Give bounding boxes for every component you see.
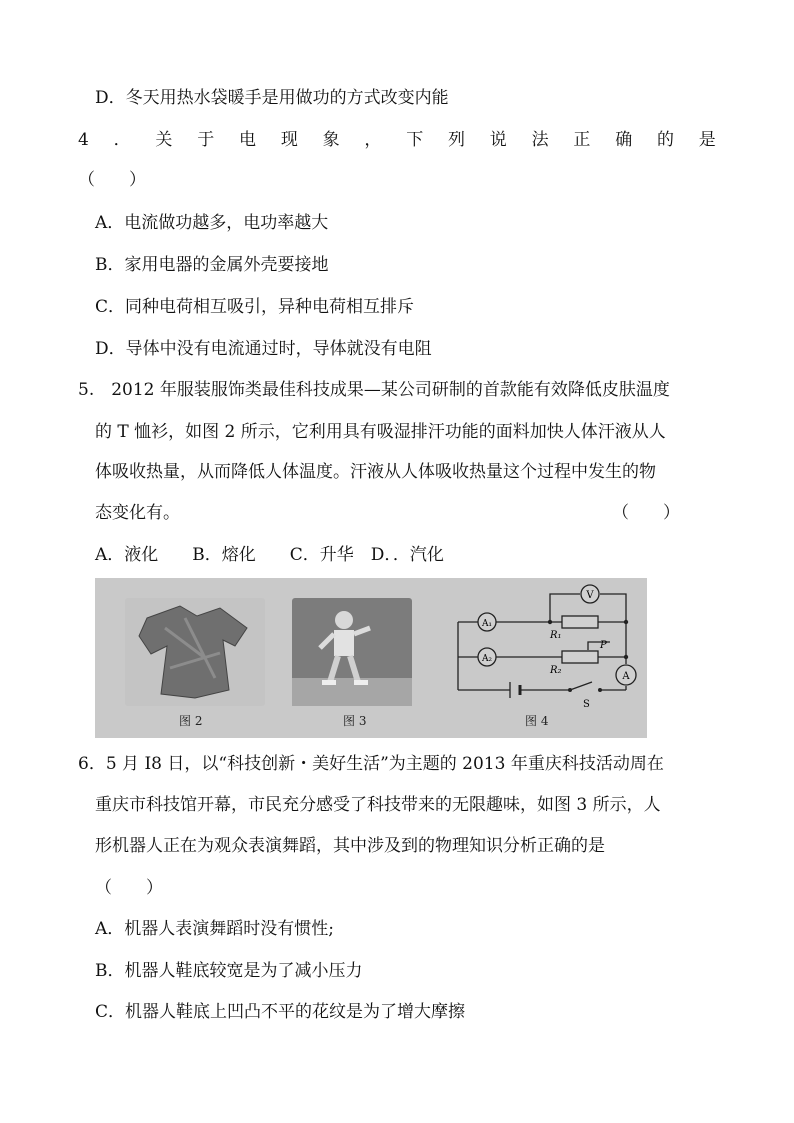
q4-char: 于 [197,130,215,150]
q5-line-4: 态变化有。 [95,503,180,523]
q4-char: 是 [698,130,716,150]
q4-answer-paren: （ ） [78,170,146,190]
ammeter-a-label: A [622,671,630,682]
voltmeter-label: V [586,590,594,601]
q4-char: 电 [239,130,257,150]
figures-panel [95,578,647,738]
q6-line-2: 重庆市科技馆开幕，市民充分感受了科技带来的无限趣味，如图 3 所示，人 [95,795,661,815]
q4-char: 下 [406,130,424,150]
q6-answer-paren: （ ） [95,878,163,898]
q5-answer-paren: （ ） [612,503,680,523]
switch-s-label: S [583,699,590,710]
fig2-caption: 图 2 [179,714,203,728]
q5-line-1: 5. 2012 年服装服饰类最佳科技成果—某公司研制的首款能有效降低皮肤温度 [78,380,670,400]
q6-option-a: A．机器人表演舞蹈时没有惯性; [95,919,335,939]
q4-char: 正 [573,130,591,150]
q4-char: 说 [489,130,507,150]
q5-line-2: 的 T 恤衫，如图 2 所示，它利用具有吸湿排汗功能的面料加快人体汗液从人 [95,422,666,442]
q6-option-b: B．机器人鞋底较宽是为了减小压力 [95,961,363,981]
q4-char: 列 [448,130,465,150]
r2-label: R₂ [550,665,562,676]
q4-char: 现 [280,130,298,150]
q3-option-d: D．冬天用热水袋暖手是用做功的方式改变内能 [95,88,449,108]
circuit-diagram [450,582,640,732]
q4-char: 象 [322,130,340,150]
q6-option-c: C．机器人鞋底上凹凸不平的花纹是为了增大摩擦 [95,1002,466,1022]
robot-photo [292,598,412,706]
q4-char: 确 [615,130,633,150]
ammeter-a1-label: A₁ [481,619,493,629]
q5-options: A．液化 B．熔化 C．升华 D．．汽化 [95,545,444,565]
r1-label: R₁ [550,630,562,641]
robot-image [292,598,412,706]
tshirt-photo [125,598,265,706]
q5-line-3: 体吸收热量，从而降低人体温度。汗液从人体吸收热量这个过程中发生的物 [95,462,656,482]
q4-char: ， [364,130,382,150]
q4-option-b: B．家用电器的金属外壳要接地 [95,255,329,275]
q4-char: 关 [155,130,173,150]
tshirt-image [125,598,265,706]
q4-option-d: D．导体中没有电流通过时，导体就没有电阻 [95,339,432,359]
ammeter-a2-label: A₂ [481,654,493,664]
q4-sep: ． [113,130,131,150]
q6-line-3: 形机器人正在为观众表演舞蹈，其中涉及到的物理知识分析正确的是 [95,836,605,856]
q4-stem [78,128,716,152]
q4-number: 4 [78,130,89,150]
q4-char: 的 [656,130,674,150]
q6-line-1: 6．5 月 I8 日，以“科技创新・美好生活”为主题的 2013 年重庆科技活动周在 [78,754,664,774]
q4-option-c: C．同种电荷相互吸引，异种电荷相互排斥 [95,297,415,317]
fig3-caption: 图 3 [343,714,367,728]
fig4-caption: 图 4 [525,714,549,728]
q4-option-a: A．电流做功越多，电功率越大 [95,213,329,233]
slider-p-label: P [600,640,607,651]
q4-char: 法 [531,130,549,150]
